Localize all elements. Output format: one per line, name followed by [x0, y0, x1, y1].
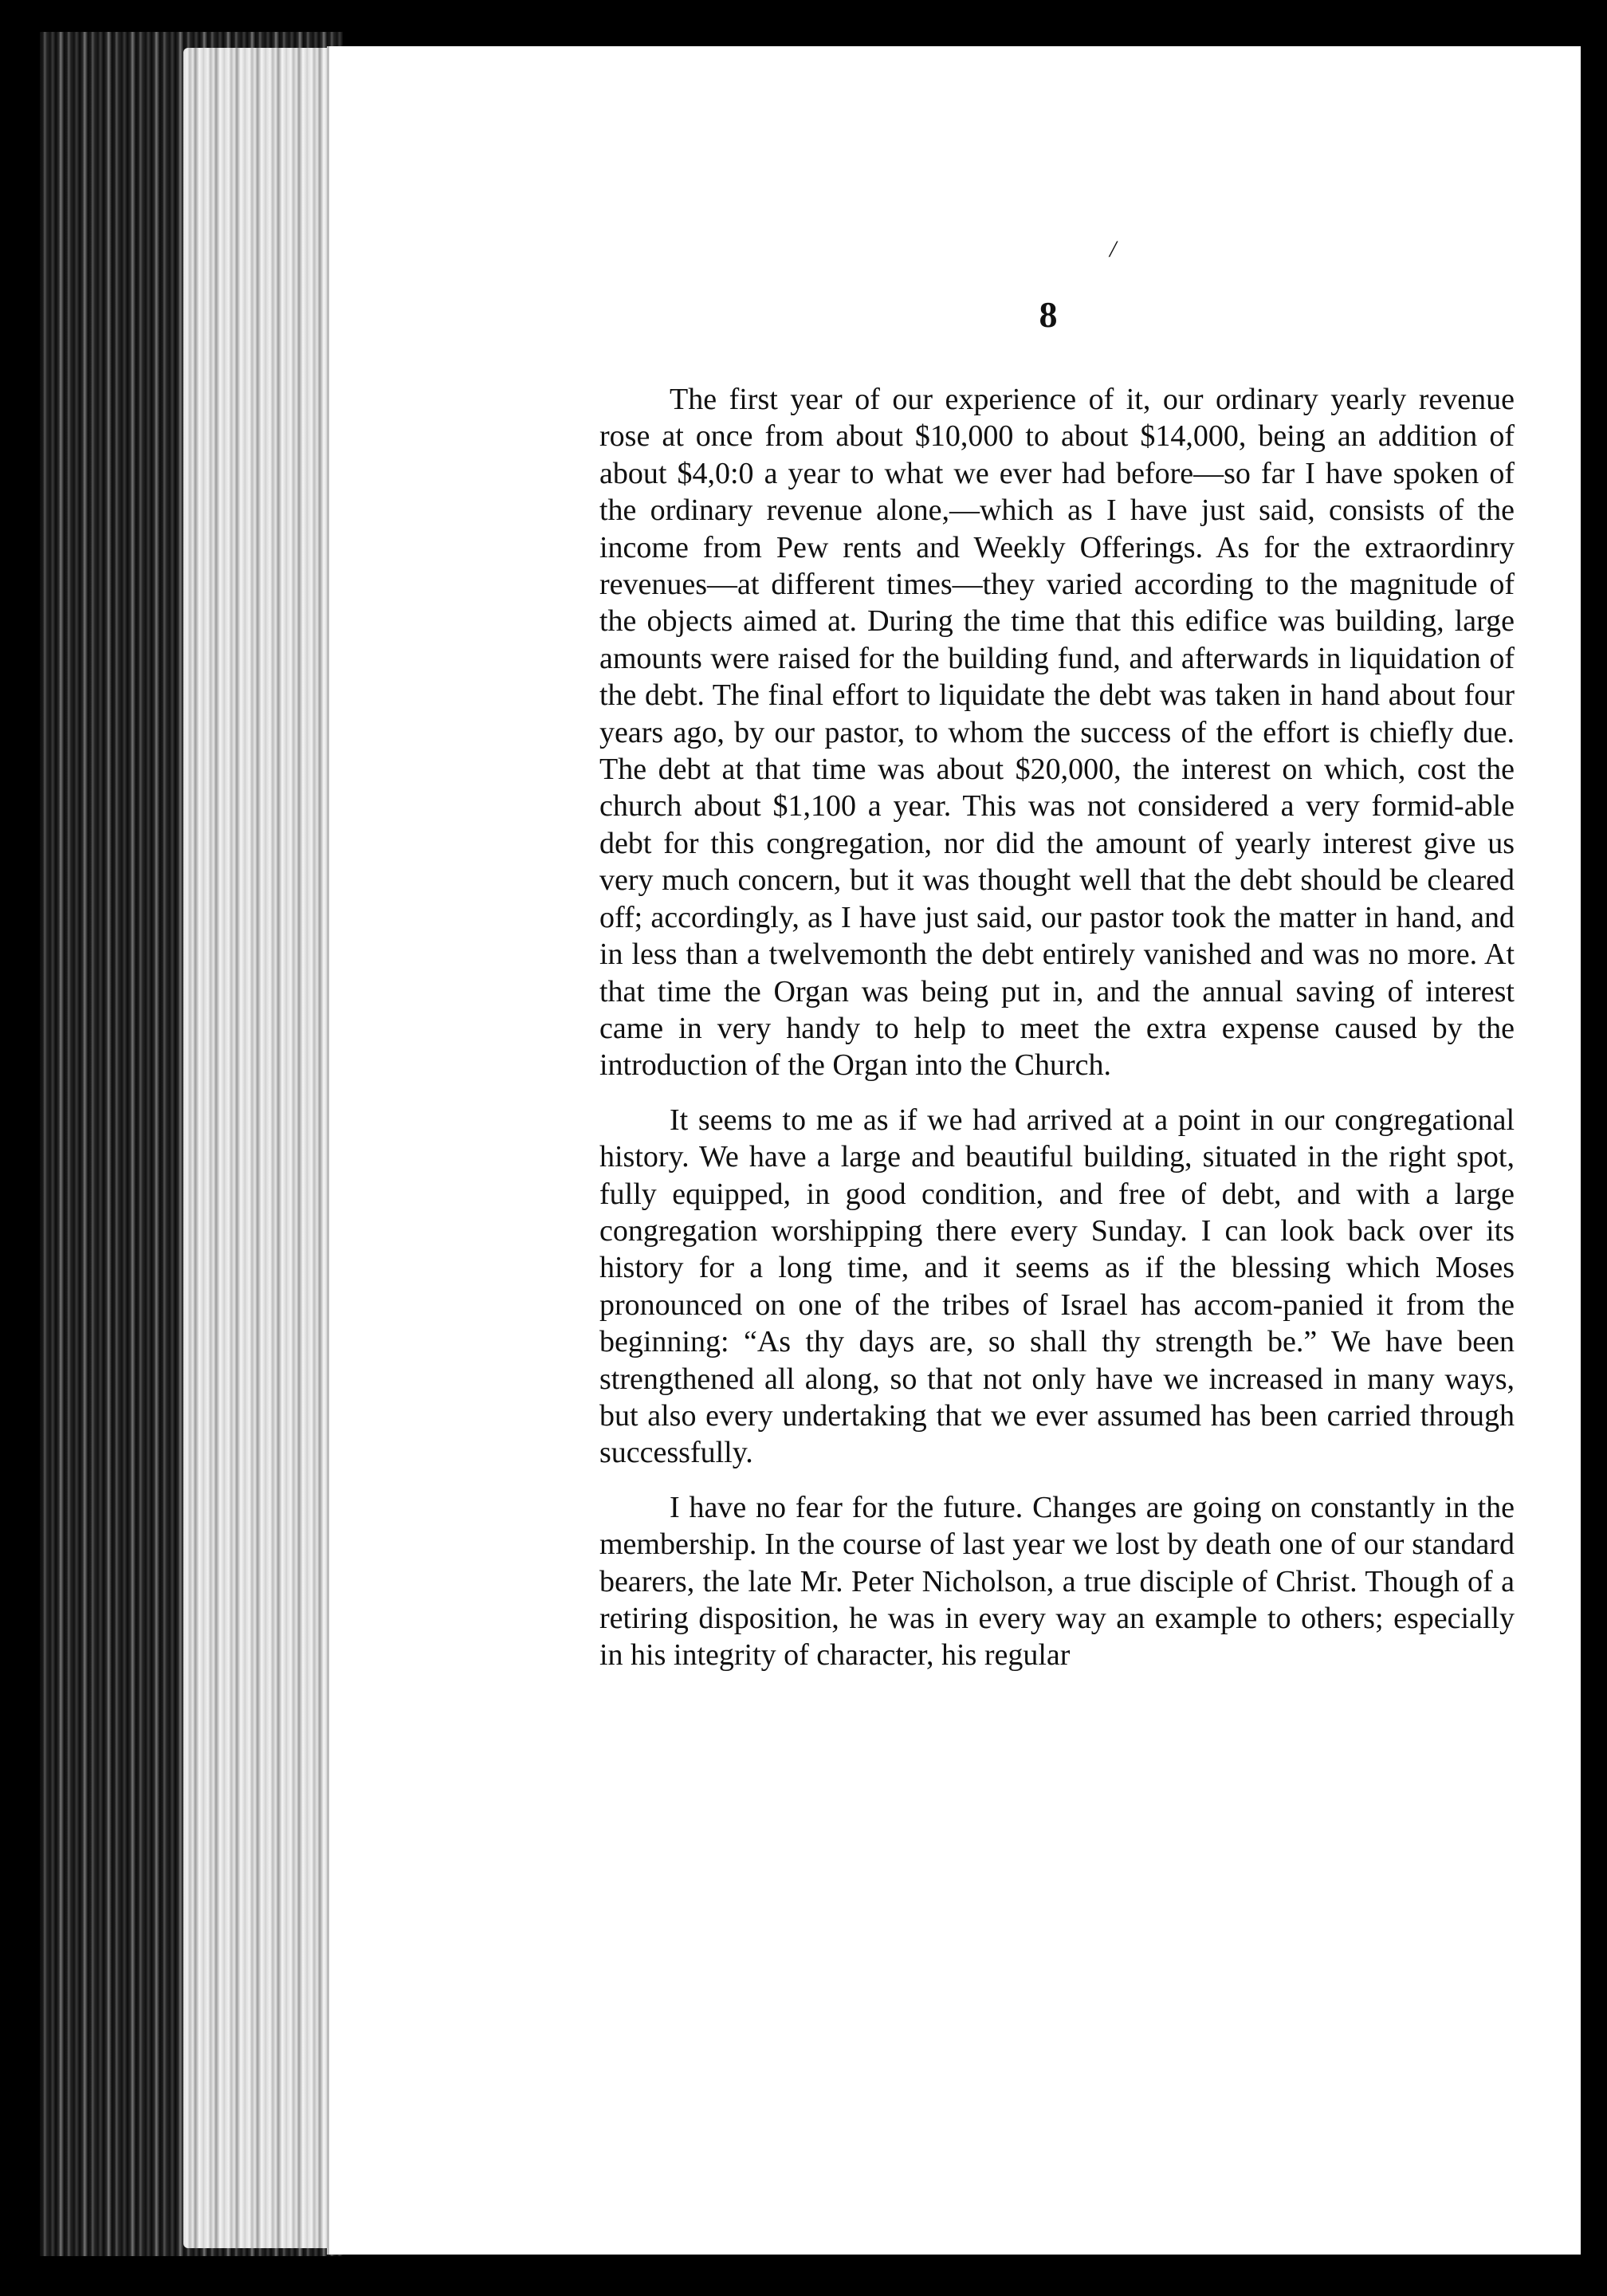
paragraph-history: It seems to me as if we had arrived at a point in our congregational history. We have a large and beautiful building, situated in the right spot, fully equipped, in good condition, and free of debt, and with a large congregation worshipping there every Sunday. I can look back over its history for a long time, and it seems as if the blessing which Moses pronounced on one of the tribes of Israel has accom-panied it from the beginning: “As thy days are, so shall thy strength be.” We have been strengthened all along, so that not only have we increased in many ways, but also every undertaking that we ever assumed has been carried through successfully. [599, 1103, 1515, 1470]
pencil-mark: / [1110, 236, 1117, 262]
paragraph-revenue: The first year of our experience of it, our ordinary yearly revenue rose at once from about $10,000 to about $14,000, being an addition of about $4,0:0 a year to what we ever had before—so far I have spoken of the ordinary revenue alone,—which as I have just said, consists of the income from Pew rents and Weekly Offerings. As for the extraordinry revenues—at different times—they varied according to the magnitude of the objects aimed at. During the time that this edifice was building, large amounts were raised for the building fund, and afterwards in liquidation of the debt. The final effort to liquidate the debt was taken in hand about four years ago, by our pastor, to whom the success of the effort is chiefly due. The debt at that time was about $20,000, the interest on which, cost the church about $1,100 a year. This was not considered a very formid-able debt for this congregation, nor did the amount of yearly interest give us very much concern, but it was thought well that the debt should be cleared off; accordingly, as I have just said, our pastor took the matter in hand, and in less than a twelvemonth the debt entirely vanished and was no more. At that time the Organ was being put in, and the annual saving of interest came in very handy to help to meet the extra expense caused by the introduction of the Organ into the Church. [599, 383, 1515, 1083]
body-text [599, 381, 1515, 1692]
page-number: 8 [1039, 294, 1058, 335]
page-stack [183, 48, 351, 2248]
paragraph-future: I have no fear for the future. Changes are going on constantly in the membership. In the course of last year we lost by death one of our standard bearers, the late Mr. Peter Nicholson, a true disciple of Christ. Though of a retiring disposition, he was in every way an example to others; especially in his integrity of character, his regular [599, 1490, 1515, 1673]
